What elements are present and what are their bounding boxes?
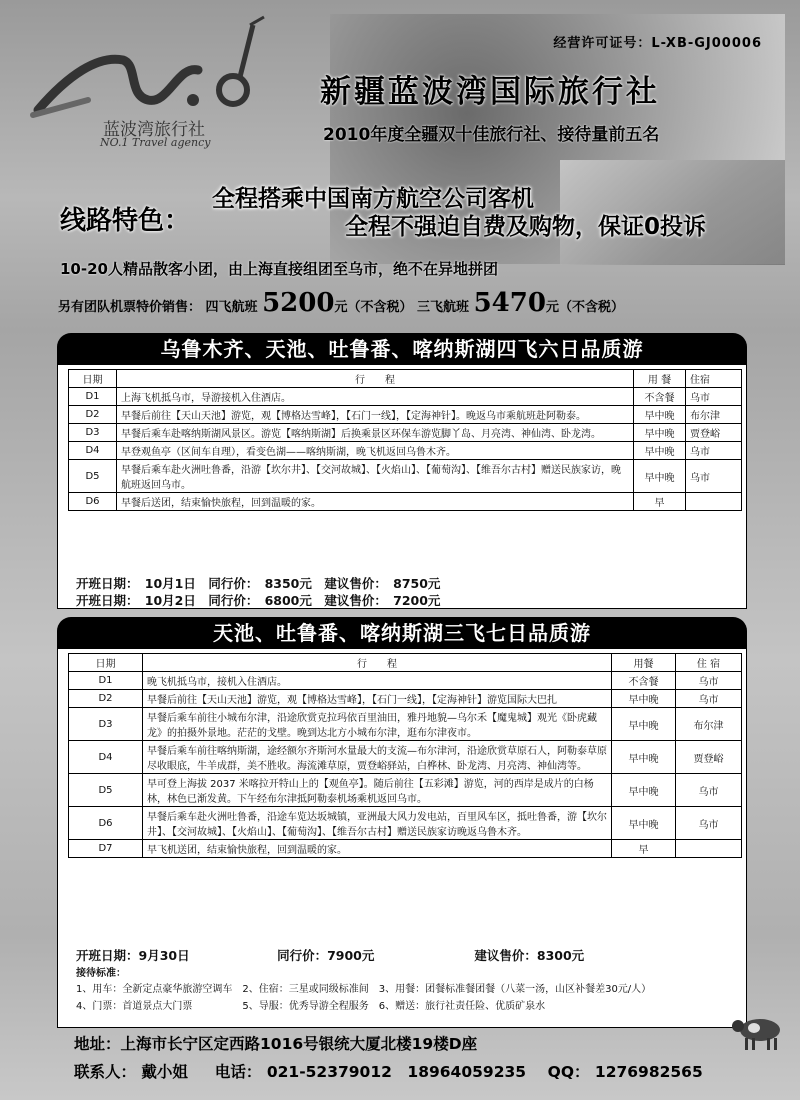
tour1-itinerary-table xyxy=(68,369,742,511)
table-header-row xyxy=(69,654,742,672)
table-row xyxy=(69,424,742,442)
tour2-itinerary-table xyxy=(68,653,742,858)
feature-no-shopping: 全程不强迫自费及购物，保证0投诉 xyxy=(345,214,707,240)
plan-cell: 晚飞机抵乌市，接机入住酒店。 xyxy=(143,672,612,690)
stay-cell xyxy=(676,840,742,858)
table-row xyxy=(69,774,742,807)
four-flight-price: 5200 xyxy=(262,288,335,318)
table-row xyxy=(69,741,742,774)
stay-cell: 贾登峪 xyxy=(676,741,742,774)
header-plan: 行 程 xyxy=(117,370,634,388)
table-row xyxy=(69,460,742,493)
header-meal: 用餐 xyxy=(612,654,676,672)
stay-cell: 布尔津 xyxy=(686,406,742,424)
stay-cell: 布尔津 xyxy=(676,708,742,741)
day-cell: D4 xyxy=(69,741,143,774)
stay-cell: 乌市 xyxy=(676,672,742,690)
day-cell: D3 xyxy=(69,424,117,442)
license-number: 经营许可证号：L-XB-GJ00006 xyxy=(553,36,762,51)
meal-cell: 早中晚 xyxy=(612,741,676,774)
phone-numbers: 021-52379012 18964059235 xyxy=(266,1063,527,1081)
ticket-offer xyxy=(58,288,624,318)
header-meal: 用 餐 xyxy=(634,370,686,388)
stay-cell: 乌市 xyxy=(676,807,742,840)
logo-chinese-name: 蓝波湾旅行社 xyxy=(103,120,205,140)
plan-cell: 早餐后乘车赴火洲吐鲁番，沿途车览达坂城镇，亚洲最大风力发电站，百里风车区，抵吐鲁番，游【坎尔井】、【交河故城】、【火焰山】、【葡萄沟】、【维吾尔古村】赠送民族家访晚返乌鲁木齐。 xyxy=(143,807,612,840)
features-label: 线路特色： xyxy=(60,206,191,236)
plan-cell: 上海飞机抵乌市，导游接机入住酒店。 xyxy=(117,388,634,406)
day-cell: D1 xyxy=(69,388,117,406)
stay-cell: 乌市 xyxy=(676,690,742,708)
tour1-date-2: 开班日期： 10月2日 同行价： 6800元 建议售价： 7200元 xyxy=(76,593,441,608)
table-row xyxy=(69,442,742,460)
footer-contact xyxy=(74,1060,703,1082)
plan-cell: 早飞机送团，结束愉快旅程，回到温暖的家。 xyxy=(143,840,612,858)
table-row xyxy=(69,388,742,406)
plan-cell: 早餐后乘车赴火洲吐鲁番，沿游【坎尔井】、【交河故城】、【火焰山】、【葡萄沟】、【维吾尔古村】赠送民族家访，晚航班返回乌市。 xyxy=(117,460,634,493)
four-flight-tax: 元（不含税） xyxy=(334,300,413,315)
small-group-note: 10-20人精品散客小团，由上海直接组团至乌市，绝不在异地拼团 xyxy=(60,260,498,278)
standards-line-2: 4、门票：首道景点大门票 5、导服：优秀导游全程服务 6、赠送：旅行社责任险、优质矿泉水 xyxy=(76,1001,546,1012)
meal-cell: 早 xyxy=(634,493,686,511)
day-cell: D5 xyxy=(69,774,143,807)
plan-cell: 早餐后送团，结束愉快旅程，回到温暖的家。 xyxy=(117,493,634,511)
header-stay: 住 宿 xyxy=(676,654,742,672)
meal-cell: 早中晚 xyxy=(634,424,686,442)
table-header-row xyxy=(69,370,742,388)
feature-airline: 全程搭乘中国南方航空公司客机 xyxy=(212,186,534,212)
stay-cell xyxy=(686,493,742,511)
table-row xyxy=(69,690,742,708)
meal-cell: 早中晚 xyxy=(612,774,676,807)
meal-cell: 早中晚 xyxy=(634,442,686,460)
day-cell: D4 xyxy=(69,442,117,460)
qq-number: 1276982565 xyxy=(594,1063,703,1081)
day-cell: D6 xyxy=(69,807,143,840)
tour1-title: 乌鲁木齐、天池、吐鲁番、喀纳斯湖四飞六日品质游 xyxy=(57,333,747,365)
contact-label: 联系人： xyxy=(74,1063,137,1081)
stay-cell: 乌市 xyxy=(676,774,742,807)
stay-cell: 乌市 xyxy=(686,442,742,460)
qq-label: QQ： xyxy=(547,1063,590,1081)
table-row xyxy=(69,807,742,840)
day-cell: D5 xyxy=(69,460,117,493)
standards-title: 接待标准： xyxy=(76,968,126,979)
day-cell: D2 xyxy=(69,406,117,424)
day-cell: D6 xyxy=(69,493,117,511)
stay-cell: 乌市 xyxy=(686,460,742,493)
meal-cell: 早中晚 xyxy=(634,406,686,424)
tour1-date-1: 开班日期： 10月1日 同行价： 8350元 建议售价： 8750元 xyxy=(76,576,441,591)
cow-illustration xyxy=(728,1010,788,1055)
table-row xyxy=(69,708,742,741)
footer-address: 地址：上海市长宁区定西路1016号银统大厦北楼19楼D座 xyxy=(74,1035,478,1053)
three-flight-price: 5470 xyxy=(473,288,546,318)
meal-cell: 不含餐 xyxy=(612,672,676,690)
header-day: 日期 xyxy=(69,654,143,672)
header-day: 日期 xyxy=(69,370,117,388)
plan-cell: 早餐后乘车前往喀纳斯湖，途经额尔齐斯河水量最大的支流—布尔津河，沿途欣赏草原石人，阿勒泰草原尽收眼底，牛羊成群，美不胜收。海流滩草原，贾登峪驿站，白桦林、卧龙湾、月亮湾、神仙湾等。 xyxy=(143,741,612,774)
day-cell: D2 xyxy=(69,690,143,708)
table-row xyxy=(69,840,742,858)
plan-cell: 早餐后前往【天山天池】游览，观【博格达雪峰】，【石门一线】，【定海神针】。晚返乌市乘航班赴阿勒泰。 xyxy=(117,406,634,424)
tour2-date-line: 开班日期：9月30日 同行价：7900元 建议售价：8300元 xyxy=(76,948,585,963)
standards-line-1: 1、用车：全新定点豪华旅游空调车 2、住宿：三星或同级标准间 3、用餐：团餐标准餐团餐（八菜一汤，山区补餐差30元/人） xyxy=(76,984,652,995)
meal-cell: 不含餐 xyxy=(634,388,686,406)
meal-cell: 早中晚 xyxy=(634,460,686,493)
header-plan: 行 程 xyxy=(143,654,612,672)
plan-cell: 早可登上海拔 2037 米喀拉开特山上的【观鱼亭】。随后前往【五彩滩】游览，河的西岸是成片的白杨林，林色已渐发黄。下午经布尔津抵阿勒泰机场乘机返回乌市。 xyxy=(143,774,612,807)
tour2-panel xyxy=(57,648,747,1028)
three-flight-label: 三飞航班 xyxy=(417,300,470,315)
table-row xyxy=(69,406,742,424)
day-cell: D7 xyxy=(69,840,143,858)
plan-cell: 早餐后乘车赴喀纳斯湖风景区。游览【喀纳斯湖】后换乘景区环保车游览脚丫岛、月亮湾、神仙湾、卧龙湾。 xyxy=(117,424,634,442)
four-flight-label: 四飞航班 xyxy=(205,300,258,315)
ticket-prefix: 另有团队机票特价销售： xyxy=(58,300,202,315)
header-stay: 住宿 xyxy=(686,370,742,388)
meal-cell: 早中晚 xyxy=(612,807,676,840)
company-name: 新疆蓝波湾国际旅行社 xyxy=(320,74,660,110)
phone-label: 电话： xyxy=(214,1063,262,1081)
award-line: 2010年度全疆双十佳旅行社、接待量前五名 xyxy=(323,125,660,145)
tour1-panel xyxy=(57,364,747,609)
day-cell: D3 xyxy=(69,708,143,741)
stay-cell: 乌市 xyxy=(686,388,742,406)
plan-cell: 早登观鱼亭（区间车自理），看变色湖——喀纳斯湖，晚飞机返回乌鲁木齐。 xyxy=(117,442,634,460)
three-flight-tax: 元（不含税） xyxy=(545,300,624,315)
meal-cell: 早中晚 xyxy=(612,708,676,741)
day-cell: D1 xyxy=(69,672,143,690)
table-row xyxy=(69,672,742,690)
stay-cell: 贾登峪 xyxy=(686,424,742,442)
contact-name: 戴小姐 xyxy=(141,1063,188,1081)
plan-cell: 早餐后前往【天山天池】游览，观【博格达雪峰】，【石门一线】，【定海神针】游览国际大巴扎 xyxy=(143,690,612,708)
plan-cell: 早餐后乘车前往小城布尔津，沿途欣赏克拉玛依百里油田，雅丹地貌—乌尔禾【魔鬼城】观光《卧虎藏龙》的拍摄外景地。茫茫的戈壁。晚到达北方小城布尔津，逛布尔津夜市。 xyxy=(143,708,612,741)
meal-cell: 早中晚 xyxy=(612,690,676,708)
tour2-title: 天池、吐鲁番、喀纳斯湖三飞七日品质游 xyxy=(57,617,747,649)
meal-cell: 早 xyxy=(612,840,676,858)
table-row xyxy=(69,493,742,511)
logo-english-name: NO.1 Travel agency xyxy=(100,136,211,149)
